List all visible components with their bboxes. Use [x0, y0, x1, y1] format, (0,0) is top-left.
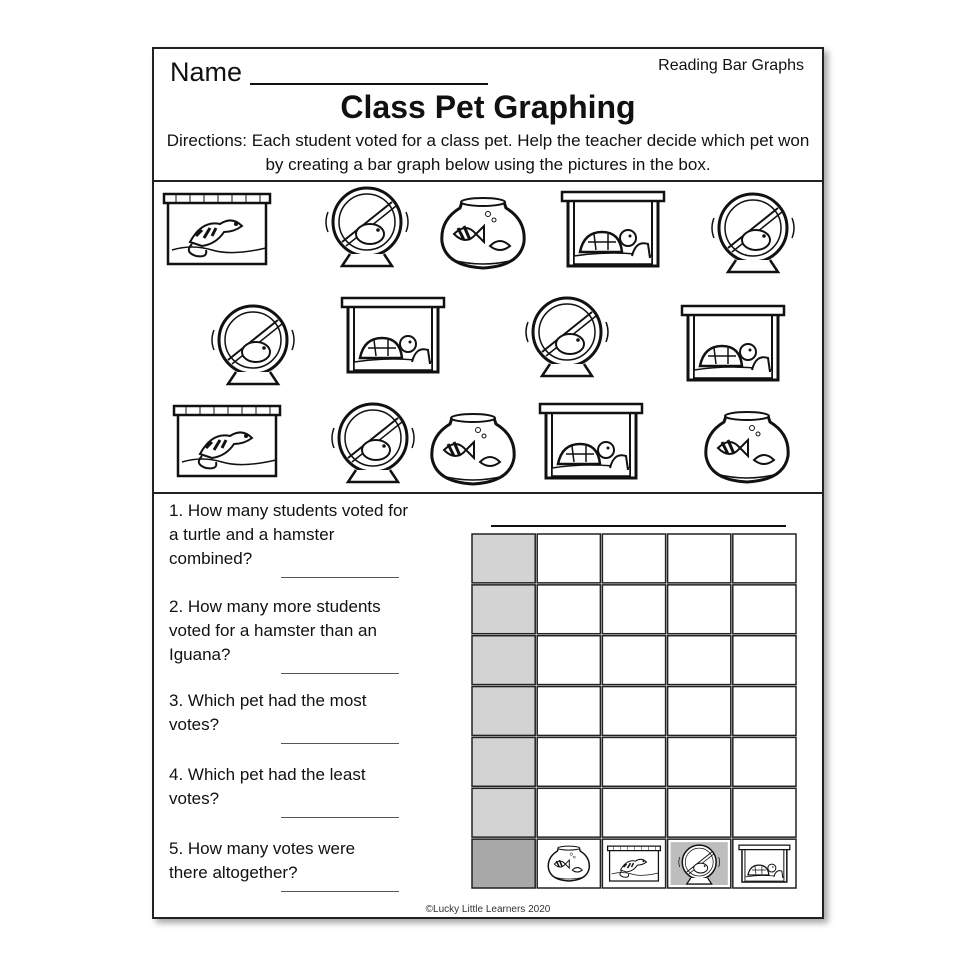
question-5 [169, 837, 459, 885]
question-2 [169, 595, 459, 667]
question-text-line: 5. How many votes were [169, 839, 356, 858]
y-axis-cell [472, 737, 535, 786]
y-axis-cell [472, 788, 535, 837]
picture-box [154, 182, 822, 494]
fishbowl-icon [418, 406, 528, 492]
question-text-line: there altogether? [169, 863, 298, 882]
graph-cell[interactable] [537, 737, 600, 786]
divider-bottom [154, 492, 822, 494]
turtle-tank-icon [338, 292, 448, 378]
graph-title-line[interactable] [491, 525, 786, 527]
graph-cell[interactable] [602, 687, 665, 736]
question-text-line: a turtle and a hamster [169, 525, 335, 544]
question-text-line: votes? [169, 789, 220, 808]
name-label: Name [170, 57, 243, 87]
question-text-line: combined? [169, 549, 253, 568]
copyright-footer: ©Lucky Little Learners 2020 [425, 904, 551, 915]
hamster-wheel-icon [512, 292, 622, 378]
graph-cell[interactable] [733, 534, 796, 583]
answer-line-1[interactable] [281, 577, 399, 578]
graph-cell[interactable] [733, 585, 796, 634]
turtle-tank-icon [558, 186, 668, 272]
graph-cell[interactable] [602, 788, 665, 837]
graph-cell[interactable] [537, 534, 600, 583]
question-text-line: 1. How many students voted for [169, 501, 409, 520]
question-text-line: Iguana? [169, 645, 231, 664]
graph-cell[interactable] [602, 534, 665, 583]
directions-text: Directions: Each student voted for a class pet. Help the teacher decide which pet won by creating a bar graph below using the pictures in the box. [166, 131, 810, 174]
graph-cell[interactable] [602, 737, 665, 786]
name-input-line[interactable] [250, 83, 488, 85]
graph-cell[interactable] [602, 636, 665, 685]
graph-cell[interactable] [668, 788, 731, 837]
bar-graph-grid[interactable] [471, 533, 797, 889]
subject-label: Reading Bar Graphs [658, 57, 804, 74]
question-4 [169, 763, 459, 811]
question-text-line: 3. Which pet had the most [169, 691, 367, 710]
hamster-wheel-icon [312, 182, 422, 268]
question-1 [169, 499, 459, 571]
category-turtle-tank-icon [739, 845, 790, 882]
graph-cell[interactable] [537, 585, 600, 634]
iguana-icon [162, 186, 272, 272]
answer-line-5[interactable] [281, 891, 399, 892]
y-axis-cell [472, 585, 535, 634]
question-3 [169, 689, 459, 737]
graph-cell[interactable] [733, 636, 796, 685]
question-text-line: 4. Which pet had the least [169, 765, 366, 784]
graph-cell[interactable] [668, 636, 731, 685]
turtle-tank-icon [678, 300, 788, 386]
graph-cell[interactable] [537, 788, 600, 837]
graph-cell[interactable] [668, 585, 731, 634]
y-axis-cell [472, 534, 535, 583]
graph-cell[interactable] [537, 687, 600, 736]
answer-line-2[interactable] [281, 673, 399, 674]
fishbowl-icon [692, 404, 802, 490]
y-axis-cell [472, 839, 535, 888]
fishbowl-icon [428, 190, 538, 276]
iguana-icon [172, 398, 282, 484]
graph-cell[interactable] [537, 636, 600, 685]
hamster-wheel-icon [698, 188, 808, 274]
graph-cell[interactable] [602, 585, 665, 634]
graph-cell[interactable] [733, 687, 796, 736]
graph-cell[interactable] [733, 788, 796, 837]
graph-cell[interactable] [733, 737, 796, 786]
graph-cell[interactable] [668, 534, 731, 583]
y-axis-cell [472, 687, 535, 736]
question-text-line: voted for a hamster than an [169, 621, 377, 640]
turtle-tank-icon [536, 398, 646, 484]
graph-cell[interactable] [668, 737, 731, 786]
question-text-line: 2. How many more students [169, 597, 381, 616]
y-axis-cell [472, 636, 535, 685]
answer-line-3[interactable] [281, 743, 399, 744]
question-text-line: votes? [169, 715, 220, 734]
category-hamster-wheel-icon [667, 837, 732, 889]
graph-cell[interactable] [668, 687, 731, 736]
answer-line-4[interactable] [281, 817, 399, 818]
hamster-wheel-icon [198, 300, 308, 386]
worksheet-page [152, 47, 824, 919]
category-iguana-icon [608, 846, 661, 881]
page-title: Class Pet Graphing [340, 89, 636, 125]
hamster-wheel-icon [318, 398, 428, 484]
